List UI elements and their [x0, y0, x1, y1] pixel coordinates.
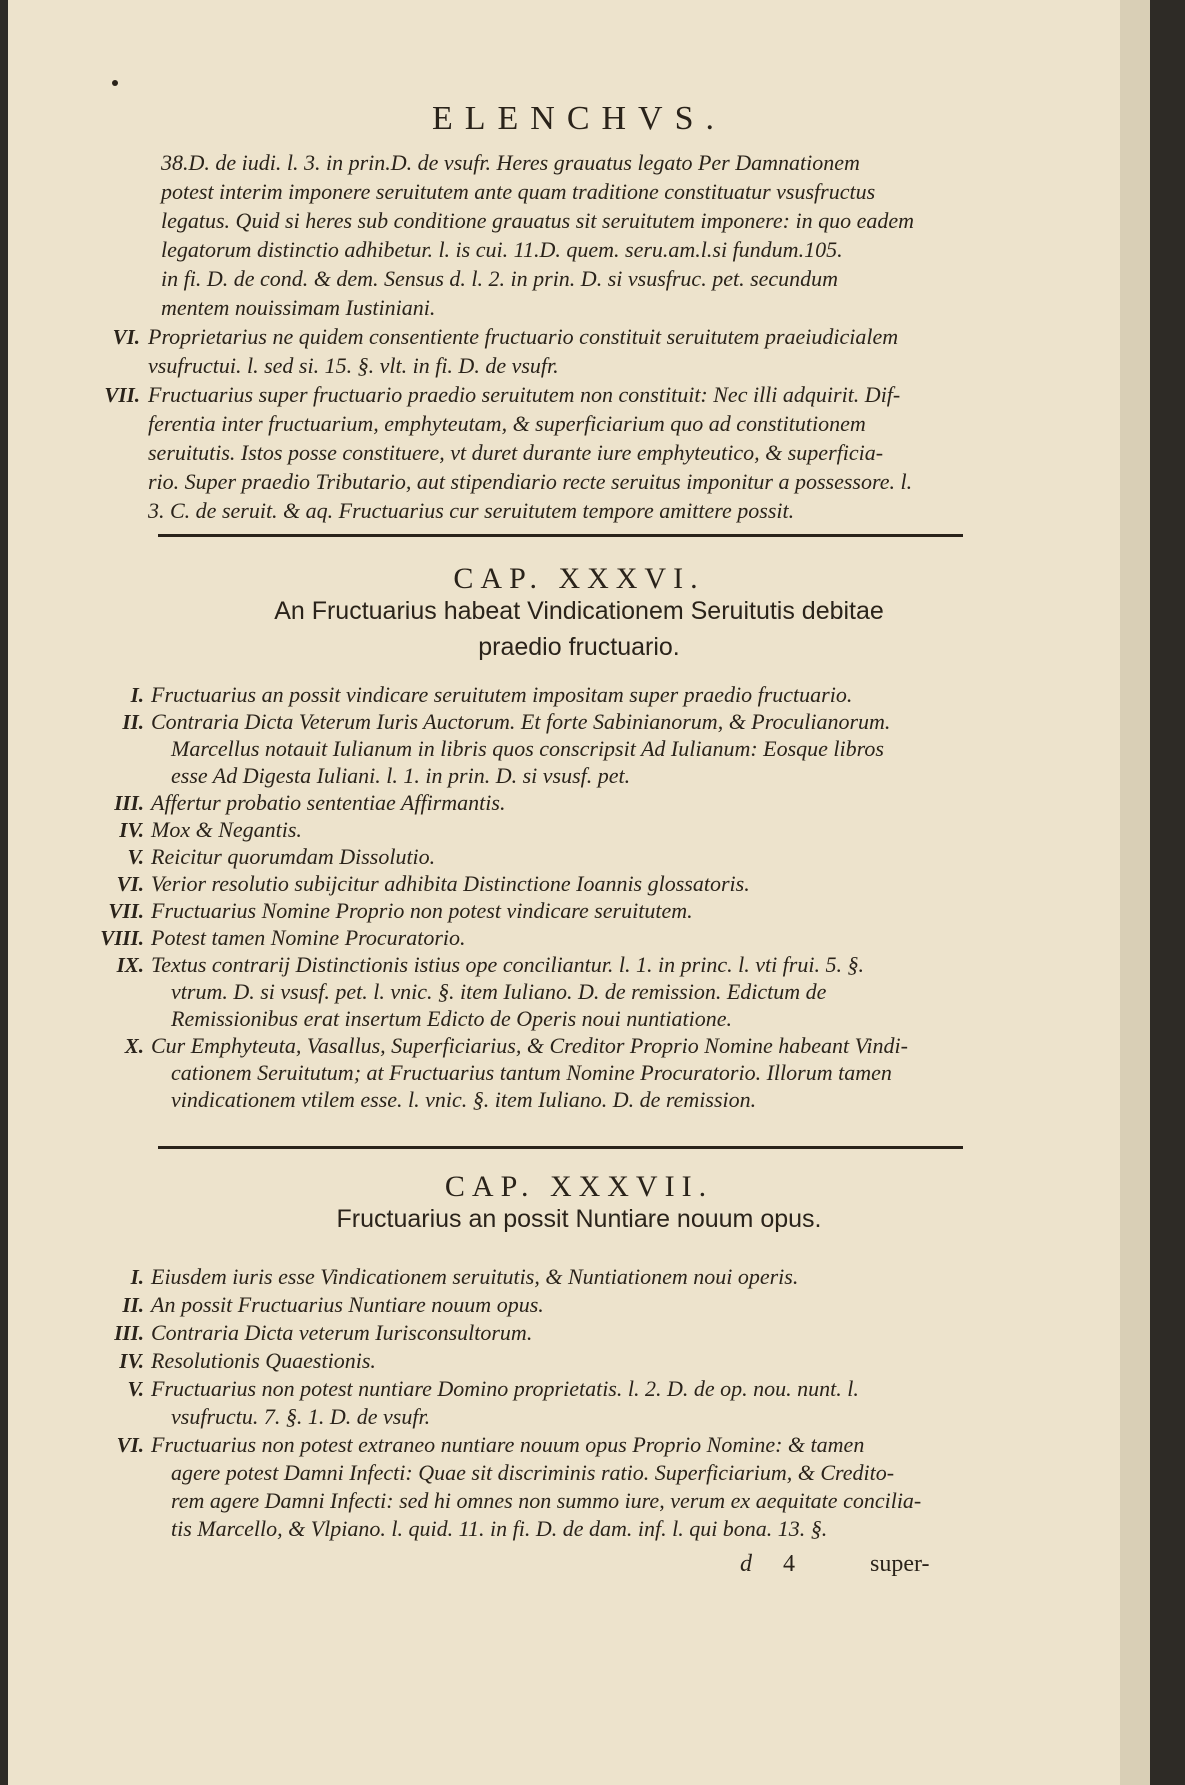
text-line [8, 1458, 1150, 1488]
item-text: Marcellus notauit Iulianum in libris quos conscripsit Ad Iulianum: Eosque libros [171, 736, 884, 761]
item-text: rio. Super praedio Tributario, aut stipendiario recte seruitus imponitur a possessore. l. [148, 469, 913, 494]
rule-1 [158, 534, 963, 537]
chapter-37-title [8, 1201, 1150, 1237]
item-text: Cur Emphyteuta, Vasallus, Superficiarius, & Creditor Proprio Nomine habeant Vindi- [151, 1033, 908, 1058]
text-line [8, 264, 1150, 294]
text-line [8, 177, 1150, 207]
text-line [8, 496, 1150, 526]
item-text: vsufructui. l. sed si. 15. §. vlt. in fi. D. de vsufr. [148, 353, 559, 378]
text-line [8, 409, 1150, 439]
item-number: III. [114, 791, 144, 815]
item-number: VIII. [100, 926, 144, 950]
item-number: I. [130, 683, 144, 707]
item-text: vsufructu. 7. §. 1. D. de vsufr. [171, 1404, 431, 1429]
item-number: VII. [104, 383, 140, 407]
catchword: super- [870, 1551, 930, 1577]
item-text: vtrum. D. si vsusf. pet. l. vnic. §. item Iuliano. D. de remission. Edictum de [171, 979, 827, 1004]
item-number: III. [114, 1321, 144, 1345]
item-number: IV. [119, 1349, 144, 1373]
item-text: mentem nouissimam Iustiniani. [161, 295, 436, 320]
item-text: Potest tamen Nomine Procuratorio. [151, 925, 466, 950]
text-line [8, 761, 1150, 791]
text-line [8, 1318, 1150, 1348]
text-line [8, 1430, 1150, 1460]
text-line [8, 1004, 1150, 1034]
chapter-36-heading: CAP. XXXVI. [453, 562, 705, 595]
item-text: Fructuarius an possit vindicare seruitutem impositam super praedio fructuario. [151, 682, 853, 707]
item-number: IX. [116, 953, 144, 977]
item-text: Resolutionis Quaestionis. [151, 1348, 376, 1373]
item-text: agere potest Damni Infecti: Quae sit discriminis ratio. Superficiarium, & Credito- [171, 1460, 895, 1485]
text-line [8, 869, 1150, 899]
text-line [8, 1262, 1150, 1292]
text-line [8, 380, 1150, 410]
item-text: in fi. D. de cond. & dem. Sensus d. l. 2. in prin. D. si vsusfruc. pet. secundum [161, 266, 839, 291]
text-line [8, 1290, 1150, 1320]
text-line [8, 351, 1150, 381]
item-text: legatorum distinctio adhibetur. l. is cui. 11.D. quem. seru.am.l.si fundum.105. [161, 237, 843, 262]
chapter-37-heading: CAP. XXXVII. [444, 1170, 714, 1203]
chapter-37-title-line: Fructuarius an possit Nuntiare nouum opus. [336, 1205, 822, 1233]
item-text: esse Ad Digesta Iuliani. l. 1. in prin. D. si vsusf. pet. [171, 763, 631, 788]
item-text: tis Marcello, & Vlpiano. l. quid. 11. in fi. D. de dam. inf. l. qui bona. 13. §. [171, 1516, 828, 1541]
item-number: VII. [108, 899, 144, 923]
item-text: legatus. Quid si heres sub conditione grauatus sit seruitutem imponere: in quo eadem [161, 208, 915, 233]
item-text: 3. C. de seruit. & aq. Fructuarius cur seruitutem tempore amittere possit. [148, 498, 795, 523]
item-number: II. [122, 1293, 144, 1317]
text-line [8, 235, 1150, 265]
text-line [8, 842, 1150, 872]
item-number: V. [127, 1377, 144, 1401]
rule-2 [158, 1146, 963, 1149]
text-line [8, 1374, 1150, 1404]
text-line [8, 977, 1150, 1007]
item-number: VI. [116, 872, 144, 896]
text-line [8, 1346, 1150, 1376]
item-text: An possit Fructuarius Nuntiare nouum opus. [151, 1292, 544, 1317]
item-number: I. [130, 1265, 144, 1289]
item-text: vindicationem vtilem esse. l. vnic. §. item Iuliano. D. de remission. [171, 1087, 757, 1112]
chapter-36-title-line: praedio fructuario. [478, 633, 680, 661]
text-line [8, 788, 1150, 818]
text-line [8, 293, 1150, 323]
item-text: Fructuarius super fructuario praedio seruitutem non constituit: Nec illi adquirit. Dif- [148, 382, 901, 407]
item-text: Remissionibus erat insertum Edicto de Operis noui nuntiatione. [171, 1006, 732, 1031]
item-text: Contraria Dicta veterum Iurisconsultorum. [151, 1320, 533, 1345]
item-text: Proprietarius ne quidem consentiente fructuario constituit seruitutem praeiudicialem [148, 324, 899, 349]
item-text: potest interim imponere seruitutem ante quam traditione constituatur vsusfructus [161, 179, 876, 204]
item-text: 38.D. de iudi. l. 3. in prin.D. de vsufr. Heres grauatus legato Per Damnationem [161, 150, 860, 175]
item-number: VI. [116, 1433, 144, 1457]
text-line [8, 680, 1150, 710]
item-number: IV. [119, 818, 144, 842]
text-line [8, 438, 1150, 468]
chapter-36-title-line: An Fructuarius habeat Vindicationem Seruitutis debitae [274, 597, 884, 625]
text-line [8, 950, 1150, 980]
text-line [8, 1031, 1150, 1061]
item-text: Fructuarius non potest extraneo nuntiare nouum opus Proprio Nomine: & tamen [151, 1432, 865, 1457]
item-number: X. [124, 1034, 144, 1058]
text-line [8, 322, 1150, 352]
text-line [8, 1402, 1150, 1432]
text-line [8, 1486, 1150, 1516]
text-line [8, 467, 1150, 497]
book-page [8, 0, 1150, 1785]
item-number: V. [127, 845, 144, 869]
text-line [8, 148, 1150, 178]
item-number: VI. [112, 325, 140, 349]
text-line [8, 923, 1150, 953]
page-number: 4 [783, 1551, 795, 1577]
text-line [8, 1085, 1150, 1115]
text-line [8, 815, 1150, 845]
item-text: Affertur probatio sententiae Affirmantis. [151, 790, 506, 815]
item-number: II. [122, 710, 144, 734]
text-line [8, 1058, 1150, 1088]
text-line [8, 206, 1150, 236]
text-line [8, 896, 1150, 926]
item-text: seruitutis. Istos posse constituere, vt duret durante iure emphyteutico, & superficia- [148, 440, 884, 465]
text-line [8, 734, 1150, 764]
item-text: ferentia inter fructuarium, emphyteutam, & superficiarium quo ad constitutionem [148, 411, 866, 436]
page-header: ELENCHVS. [431, 100, 727, 137]
item-text: Fructuarius Nomine Proprio non potest vindicare seruitutem. [151, 898, 693, 923]
text-line [8, 1514, 1150, 1544]
text-line [8, 707, 1150, 737]
item-text: Textus contrarij Distinctionis istius ope conciliantur. l. 1. in princ. l. vti frui. 5. §. [151, 952, 864, 977]
item-text: Eiusdem iuris esse Vindicationem seruitutis, & Nuntiationem noui operis. [151, 1264, 799, 1289]
item-text: Verior resolutio subijcitur adhibita Distinctione Ioannis glossatoris. [151, 871, 750, 896]
item-text: rem agere Damni Infecti: sed hi omnes non summo iure, verum ex aequitate concilia- [171, 1488, 922, 1513]
chapter-36-title [8, 593, 1150, 665]
item-text: cationem Seruitutum; at Fructuarius tantum Nomine Procuratorio. Illorum tamen [171, 1060, 892, 1085]
item-text: Contraria Dicta Veterum Iuris Auctorum. Et forte Sabinianorum, & Proculianorum. [151, 709, 891, 734]
signature-mark: d [740, 1551, 752, 1577]
item-text: Reicitur quorumdam Dissolutio. [151, 844, 436, 869]
item-text: Fructuarius non potest nuntiare Domino proprietatis. l. 2. D. de op. nou. nunt. l. [151, 1376, 859, 1401]
item-text: Mox & Negantis. [151, 817, 302, 842]
ink-dot [112, 80, 118, 86]
